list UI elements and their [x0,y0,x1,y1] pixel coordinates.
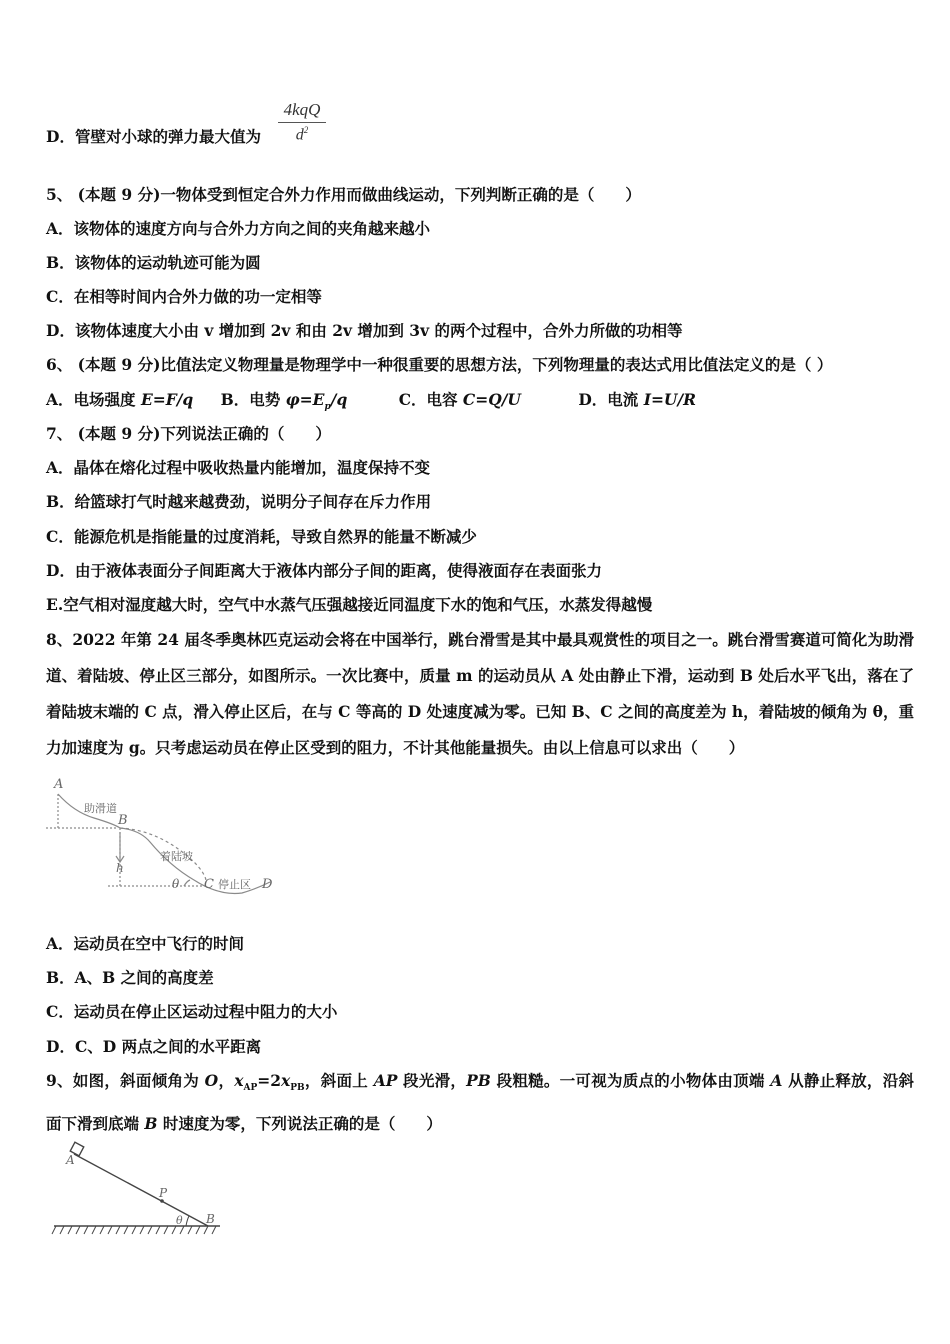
q9-text-8: 时速度为零，下列说法正确的是（ ） [157,1114,442,1134]
q6-b-label: B．电势 [220,390,286,409]
q7-stem: 7、 (本题 9 分)下列说法正确的（ ） [46,424,331,443]
q6-stem: 6、 (本题 9 分)比值法定义物理量是物理学中一种很重要的思想方法，下列物理量的表达式用比值法定义的是（ ） [46,355,833,374]
q5-option-b: B．该物体的运动轨迹可能为圆 [46,253,261,272]
label-theta: θ [176,1214,183,1227]
q6-c-label: C．电容 [398,390,463,409]
q8-option-c: C．运动员在停止区运动过程中阻力的大小 [46,1002,338,1021]
label-c: C [204,877,214,892]
q6-d-label: D．电流 [578,390,644,409]
q5-option-c: C．在相等时间内合外力做的功一定相等 [46,287,322,306]
label-slope: 着陆坡 [160,850,193,863]
fraction-numerator: 4kqQ [278,100,326,123]
q9-x-pb: x [281,1071,291,1090]
q8-stem: 8、2022 年第 24 届冬季奥林匹克运动会将在中国举行，跳台滑雪是其中最具观赏性的项目之一。跳台滑雪赛道可简化为助滑道、着陆坡、停止区三部分，如图所示。一次比赛中，质量 m 的运动员从 A 处由静止下滑，运动到 B 处后水平飞出，落在了着陆坡末端的 C 点，滑入停止区后，在与 C 等高的 D 处速度减为零。已知 B、C 之间的高度差为 h，着陆坡的倾角为 θ，重力加速度为 g。只考虑运动员在停止区受到的阻力，不计其他能量损失。由以上信息可以求出（ ） [46,630,914,757]
label-a: A [66,1153,75,1167]
q5-stem: 5、 (本题 9 分)一物体受到恒定合外力作用而做曲线运动，下列判断正确的是（ ） [46,185,641,204]
q8-option-a: A．运动员在空中飞行的时间 [46,934,245,953]
denominator-exponent: 2 [303,125,309,135]
q9-text-5: 段光滑， [397,1071,467,1090]
label-stop: 停止区 [218,878,251,891]
label-theta: θ [172,877,180,891]
q6-c-formula: C=Q/U [462,390,521,409]
q6-options [46,391,914,413]
q6-a-formula: E=F/q [140,390,194,409]
q4-fraction [278,100,326,144]
q7-option-d: D．由于液体表面分子间距离大于液体内部分子间的距离，使得液面存在表面张力 [46,561,602,580]
q6-option-a [46,391,193,410]
q9-b: B [144,1114,158,1134]
q9-text-4: ，斜面上 [304,1071,374,1090]
fraction-denominator [278,123,326,144]
q5-option-a: A．该物体的速度方向与合外力方向之间的夹角越来越小 [46,219,431,238]
q9-text-6: 段粗糙。一可视为质点的小物体由顶端 [490,1071,771,1090]
ski-jump-figure [44,772,284,902]
q9-text-2: ， [218,1071,235,1090]
q9-sub-ap: AP [243,1083,258,1094]
q9-text-1: 9、如图，斜面倾角为 [46,1071,205,1090]
label-b: B [118,813,128,828]
q7-option-b: B．给篮球打气时越来越费劲，说明分子间存在斥力作用 [46,492,432,511]
q6-option-c [399,391,521,410]
theta-arc [186,1216,189,1226]
incline-figure [46,1140,226,1240]
q6-option-b [221,391,348,413]
q9-text-7: 从静止释放，沿斜面下滑到底端 [46,1071,914,1134]
q9-stem [46,1063,914,1142]
ground-hatching [52,1226,216,1234]
label-b: B [206,1212,215,1226]
theta-arc [184,880,190,886]
q9-ap: AP [373,1071,398,1090]
q6-b-formula-sub: p [324,402,331,413]
q9-x-ap: x [234,1071,244,1090]
q6-a-label: A．电场强度 [46,390,141,409]
incline-surface [74,1154,208,1226]
q8-option-d: D．C、D 两点之间的水平距离 [46,1037,262,1056]
q7-option-c: C．能源危机是指能量的过度消耗，导致自然界的能量不断减少 [46,527,477,546]
q8-option-b: B．A、B 之间的高度差 [46,968,214,987]
q6-d-formula: I=U/R [643,390,696,409]
q6-b-formula-part2: /q [330,390,348,409]
denominator-base: d [295,126,304,144]
q9-text-3: =2 [257,1071,282,1090]
label-h: h [116,861,124,875]
q9-pb: PB [466,1071,491,1090]
q6-b-formula-part1: φ=E [285,390,325,409]
label-d: D [262,877,273,892]
q5-option-d: D．该物体速度大小由 v 增加到 2v 和由 2v 增加到 3v 的两个过程中，合外力所做的功相等 [46,321,683,340]
q9-sub-pb: PB [290,1083,305,1094]
q6-b-formula [285,390,348,413]
q7-option-a: A．晶体在熔化过程中吸收热量内能增加，温度保持不变 [46,458,431,477]
label-a: A [54,777,64,792]
q7-option-e: E.空气相对湿度越大时，空气中水蒸气压强越接近同温度下水的饱和气压，水蒸发得越慢 [46,595,653,614]
q4-option-d: D．管壁对小球的弹力最大值为 [46,127,261,146]
q9-angle-symbol: O [204,1071,219,1090]
label-p: P [159,1186,168,1200]
q6-option-d [578,391,696,410]
q9-a: A [770,1071,783,1090]
label-run: 助滑道 [84,802,117,815]
